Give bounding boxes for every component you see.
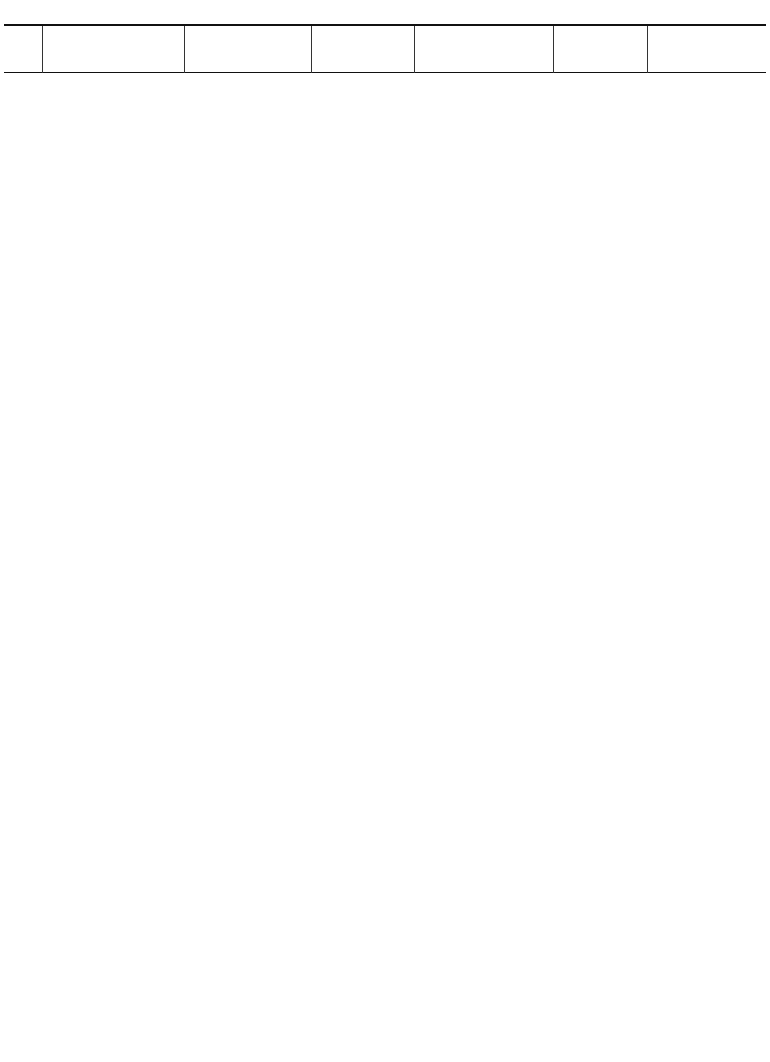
bacteria-table (4, 24, 766, 73)
table-header (4, 25, 766, 72)
header-gram-stain (4, 25, 42, 72)
header-type-species (311, 25, 414, 72)
header-family (42, 25, 184, 72)
header-genus (184, 25, 311, 72)
header-disease (647, 25, 766, 72)
header-important-species (414, 25, 553, 72)
header-natural-host (553, 25, 647, 72)
